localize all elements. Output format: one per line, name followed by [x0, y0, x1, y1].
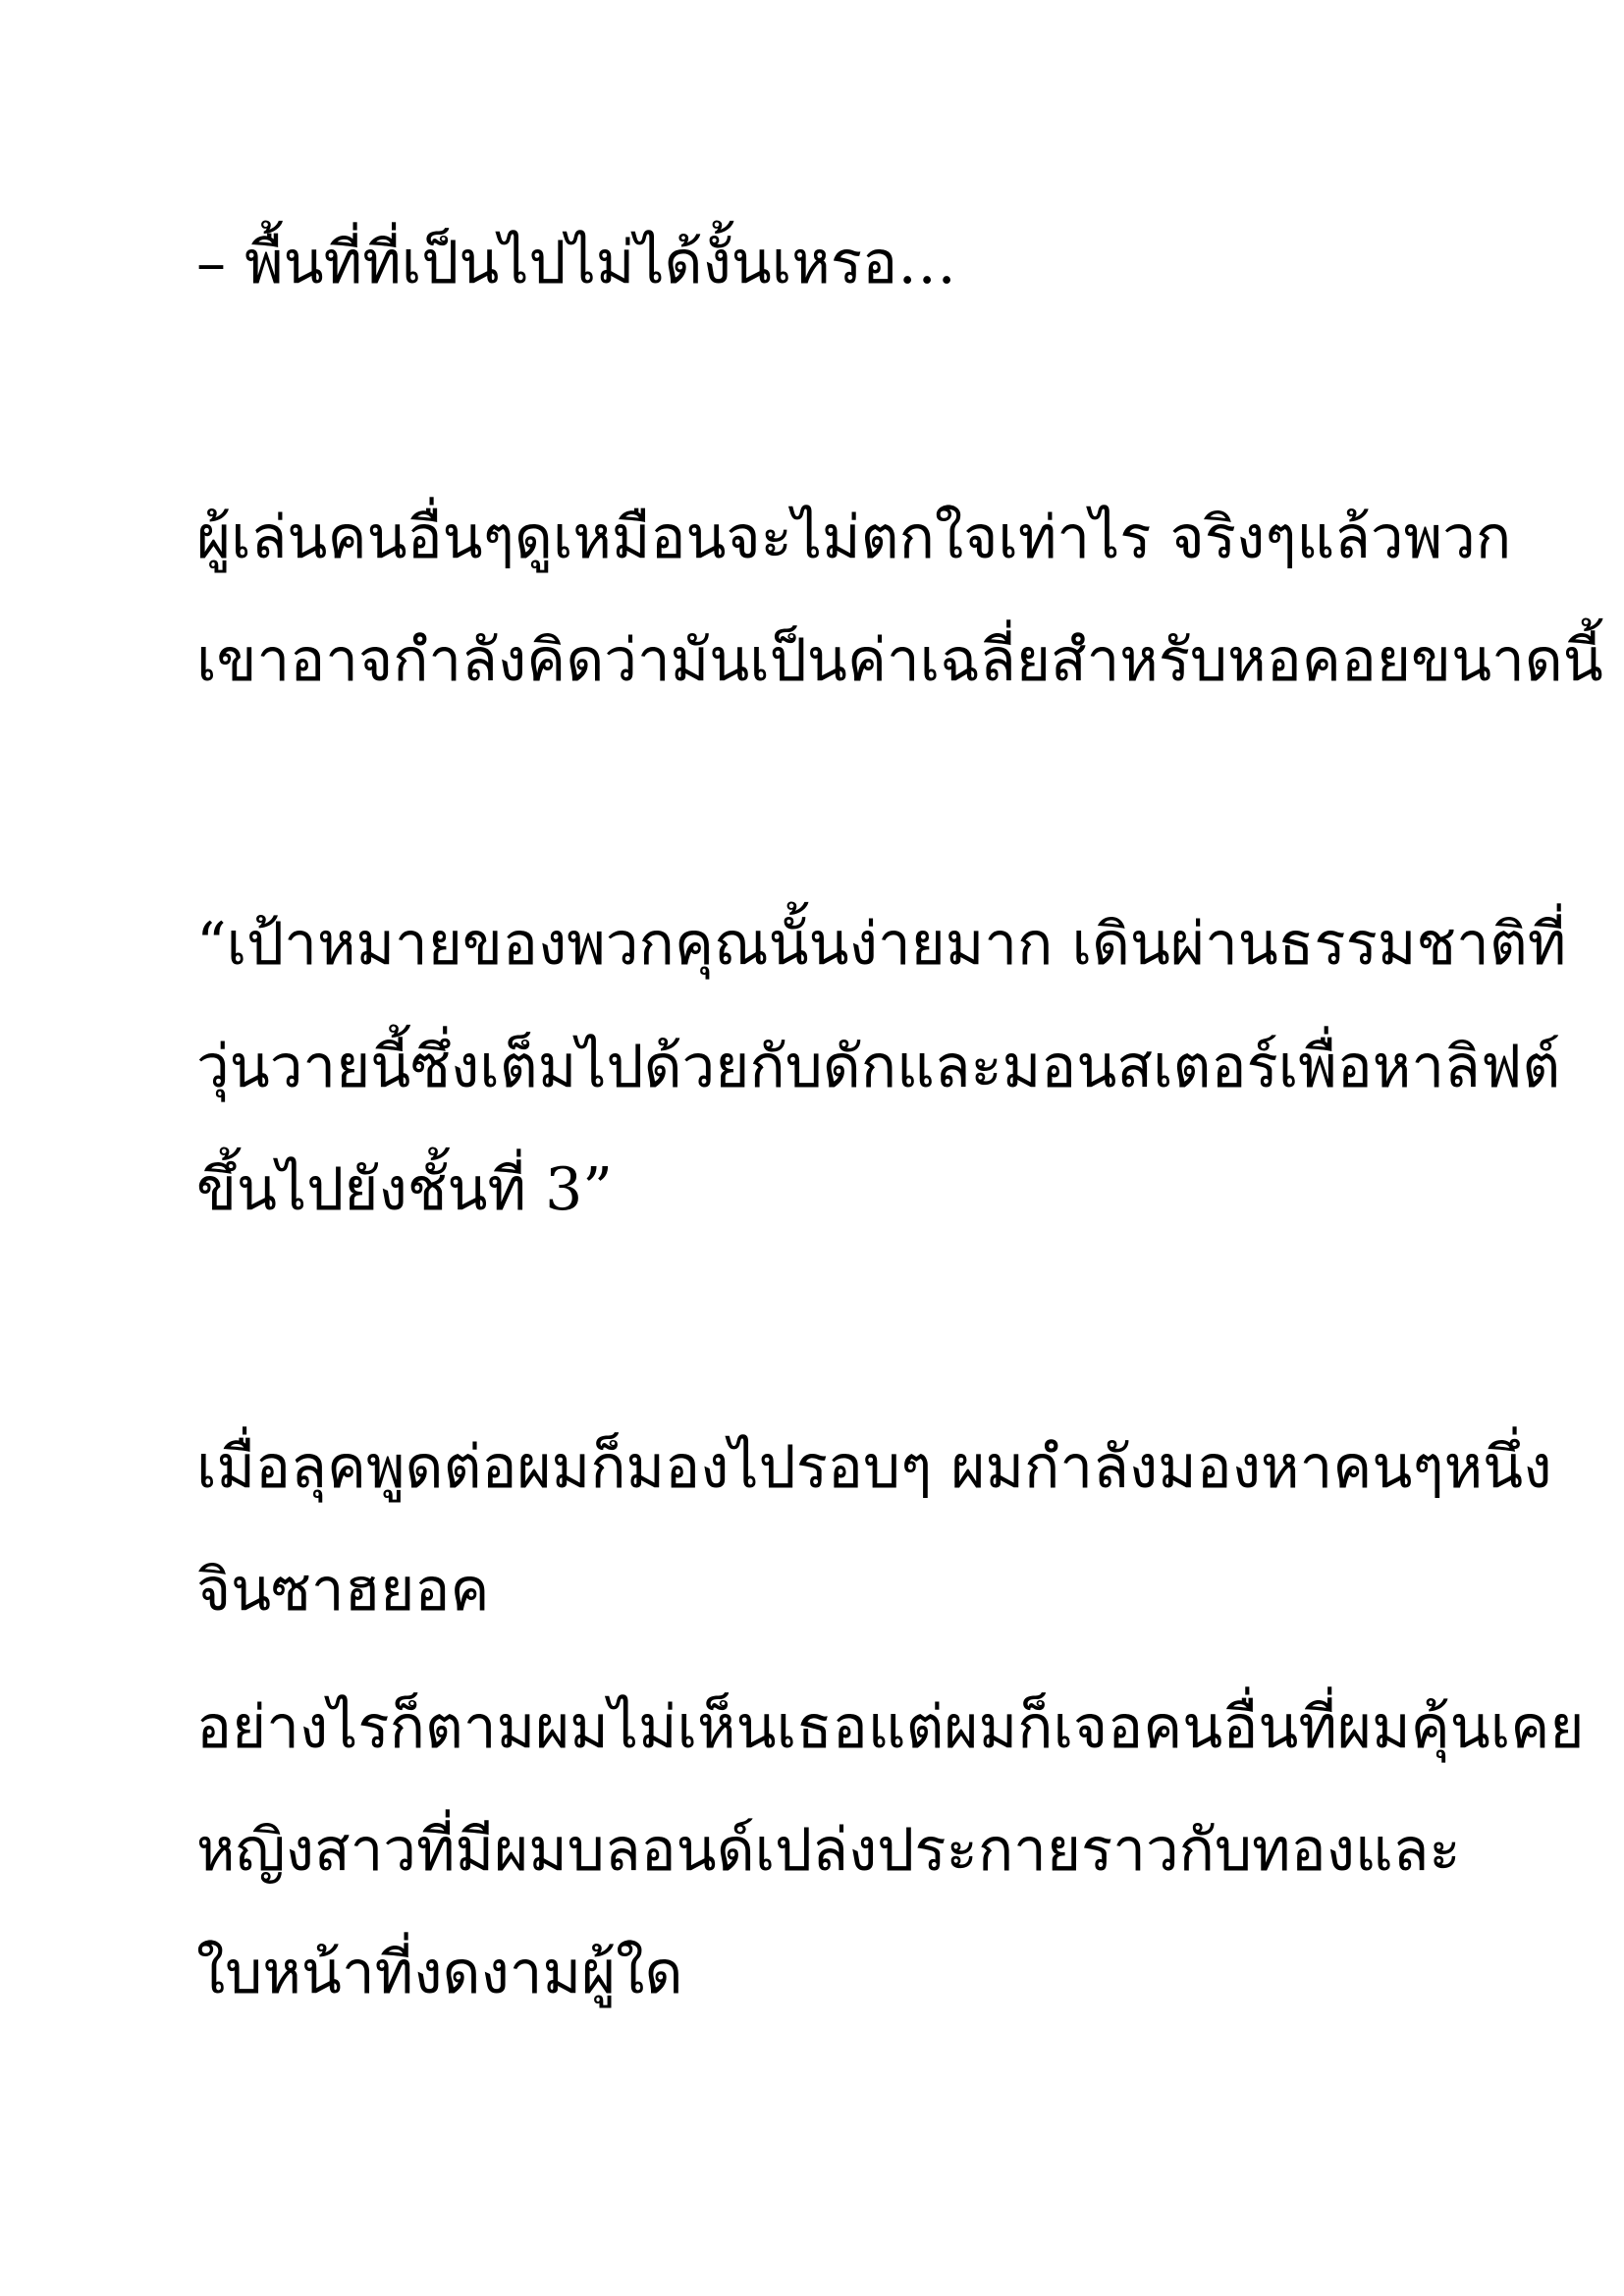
text-line: วุ่นวายนี้ซึ่งเต็มไปด้วยกับดักและมอนสเตอร์เพื่อหาลิฟต์	[196, 1033, 1561, 1101]
text-line: เขาอาจกำลังคิดว่ามันเป็นค่าเฉลี่ยสำหรับหอคอยขนาดนี้	[196, 626, 1603, 695]
text-line: – พื้นที่ที่เป็นไปไม่ได้งั้นเหรอ…	[196, 229, 957, 297]
text-line: อย่างไรก็ตามผมไม่เห็นเธอแต่ผมก็เจอคนอื่นที่ผมคุ้นเคย	[196, 1693, 1585, 1762]
text-line: ใบหน้าที่งดงามผู้ใด	[196, 1939, 683, 2007]
text-line: “เป้าหมายของพวกคุณนั้นง่ายมาก เดินผ่านธรรมชาติที่	[196, 910, 1567, 979]
text-line: หญิงสาวที่มีผมบลอนด์เปล่งประกายราวกับทองและ	[196, 1816, 1461, 1885]
text-line: เมื่อลุคพูดต่อผมก็มองไปรอบๆ ผมกำลังมองหาคนๆหนึ่ง	[196, 1433, 1552, 1502]
text-line: จินซาฮยอค	[196, 1556, 490, 1625]
text-line: ผู้เล่นคนอื่นๆดูเหมือนจะไม่ตกใจเท่าไร จริงๆแล้วพวก	[196, 504, 1512, 572]
text-line: ขึ้นไปยังชั้นที่ 3”	[196, 1155, 613, 1224]
